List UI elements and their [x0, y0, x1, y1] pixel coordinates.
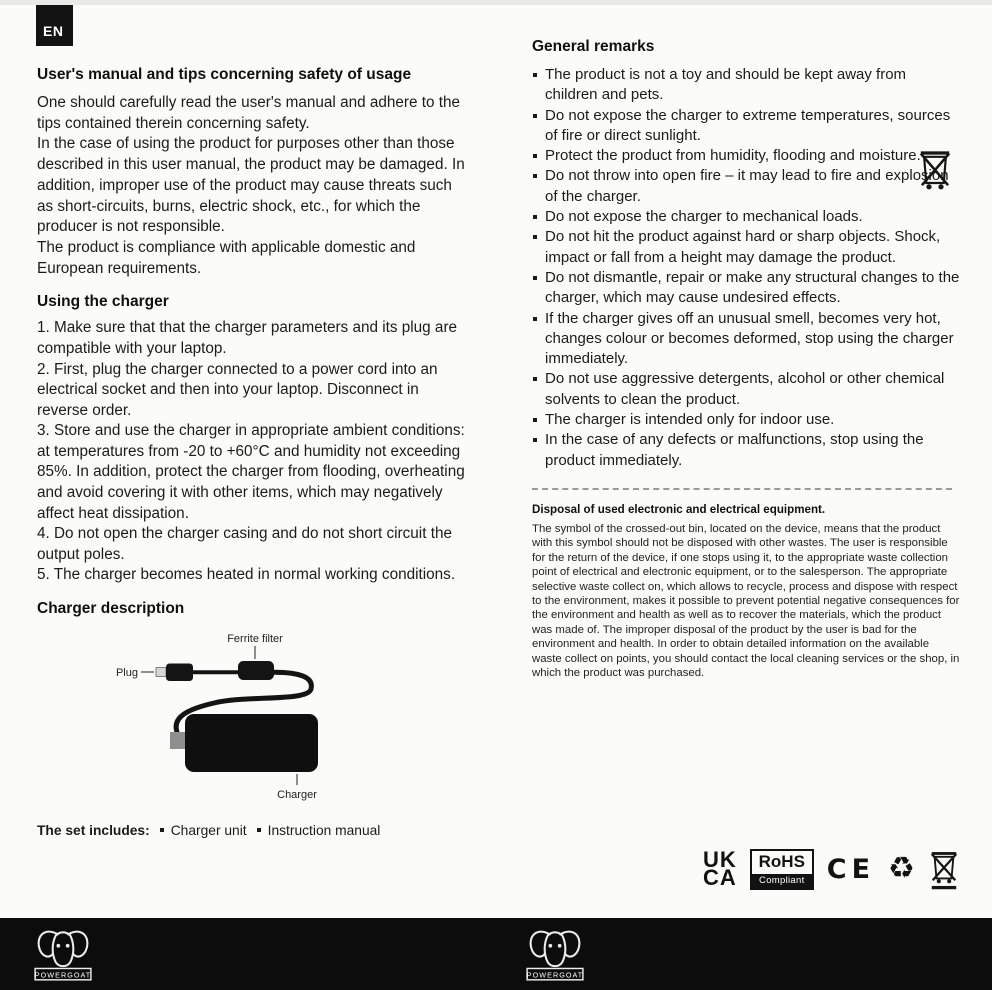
rohs-mark	[750, 849, 814, 890]
set-includes-line	[37, 823, 471, 838]
list-item: Do not expose the charger to extreme temperatures, sources of fire or direct sunlight.	[532, 106, 960, 147]
list-item: 3. Store and use the charger in appropriate ambient conditions: at temperatures from -20 to +60°C and humidity not exceeding 85%. In addition, protect the charger from flooding, overheating and avoid covering it with other items, which may negatively affect heat dissipation.	[37, 422, 465, 522]
charger-connector-icon	[170, 732, 185, 749]
footer-bar	[0, 918, 992, 990]
ukca-line2: CA	[703, 865, 737, 890]
list-item: If the charger gives off an unusual smell, becomes very hot, changes colour or becomes deformed, stop using the charger immediately.	[532, 309, 960, 370]
using-charger-heading: Using the charger	[37, 293, 169, 311]
ferrite-filter-label: Ferrite filter	[227, 633, 283, 646]
general-remarks-list	[532, 65, 960, 471]
bullet-square-icon	[160, 828, 164, 832]
bullet-square-icon	[257, 828, 261, 832]
plug-label: Plug	[115, 667, 138, 680]
powergoat-logo-text: POWERGOAT	[34, 970, 92, 980]
safety-paragraph: In the case of using the product for purposes other than those described in this user manual, the product may be damaged. In addition, improper use of the product may cause threats such as short-circuits, burns, electric shock, etc., for which the producer is not responsible.	[37, 135, 465, 236]
using-charger-list	[37, 318, 471, 586]
scan-top-edge	[0, 0, 992, 5]
recycle-icon: ♻	[888, 851, 915, 886]
dashed-divider	[532, 488, 952, 490]
charger-label: Charger	[277, 789, 317, 802]
ferrite-filter-icon	[238, 661, 274, 680]
list-item: Do not use aggressive detergents, alcohol or other chemical solvents to clean the product.	[532, 369, 960, 410]
compliance-marks-row	[703, 846, 960, 892]
disposal-heading: Disposal of used electronic and electrical equipment.	[532, 502, 826, 516]
safety-paragraph: One should carefully read the user's manual and adhere to the tips contained therein concerning safety.	[37, 94, 461, 132]
language-badge-label: EN	[43, 23, 64, 39]
safety-paragraph: The product is compliance with applicable domestic and European requirements.	[37, 238, 416, 277]
powergoat-logo-text: POWERGOAT	[526, 970, 584, 980]
charger-description-heading: Charger description	[37, 600, 185, 618]
list-item: The product is not a toy and should be kept away from children and pets.	[532, 65, 960, 106]
charger-diagram	[37, 628, 471, 808]
powergoat-logo	[524, 923, 586, 985]
ukca-line1: UK	[703, 847, 737, 872]
charger-body-icon	[185, 714, 318, 772]
rohs-title: RoHS	[758, 851, 805, 871]
list-item: Do not expose the charger to mechanical loads.	[532, 207, 960, 227]
right-column	[532, 38, 960, 680]
list-item: Do not hit the product against hard or sharp objects. Shock, impact or fall from a height may damage the product.	[532, 227, 960, 268]
ukca-mark	[703, 847, 737, 890]
list-item: 4. Do not open the charger casing and do not short circuit the output poles.	[37, 525, 452, 563]
list-item: Do not throw into open fire – it may lead to fire and explosion of the charger.	[532, 166, 960, 207]
powergoat-logo	[32, 923, 94, 985]
ce-mark: CE	[826, 853, 876, 885]
safety-paragraphs	[37, 93, 471, 279]
left-column	[37, 66, 471, 838]
disposal-text: The symbol of the crossed-out bin, located on the device, means that the product with this symbol should not be disposed with other wastes. The user is responsible for the return of the device, if one stops using it, to the appropriate waste collection point of electrical and electronic equipment, or to the salesperson. The appropriate selective waste collect on, which allows to recycle, process and dispose with respect to the environment, makes it possible to prevent potential negative consequences for the environment and health as well as to recover the materials, which the product was made of. The improper disposal of the product by the user is bad for the environment and health. In order to obtain detailed information on the available waste collect on points, you should contact the local cleaning services or the shop, in which the product was purchased.	[532, 522, 960, 679]
list-item: 2. First, plug the charger connected to a power cord into an electrical socket and then into your laptop. Disconnect in reverse order.	[37, 360, 438, 419]
list-item: In the case of any defects or malfunctions, stop using the product immediately.	[532, 430, 960, 471]
list-item: The charger is intended only for indoor use.	[532, 410, 960, 430]
plug-icon	[156, 664, 193, 682]
list-item: 5. The charger becomes heated in normal working conditions.	[37, 566, 456, 584]
list-item: Protect the product from humidity, flooding and moisture.	[532, 146, 960, 166]
list-item: Do not dismantle, repair or make any structural changes to the charger, which may cause undesired effects.	[532, 268, 960, 309]
list-item: 1. Make sure that that the charger parameters and its plug are compatible with your laptop.	[37, 319, 458, 357]
set-includes-item: Instruction manual	[267, 823, 381, 839]
safety-heading: User's manual and tips concerning safety of usage	[37, 66, 412, 83]
weee-crossed-bin-icon	[916, 147, 954, 195]
set-includes-item: Charger unit	[170, 823, 247, 839]
general-remarks-heading: General remarks	[532, 38, 655, 55]
weee-crossed-bin-icon	[928, 847, 960, 891]
language-badge	[36, 5, 73, 46]
rohs-subtitle: Compliant	[752, 874, 812, 888]
set-includes-label: The set includes:	[37, 823, 150, 839]
